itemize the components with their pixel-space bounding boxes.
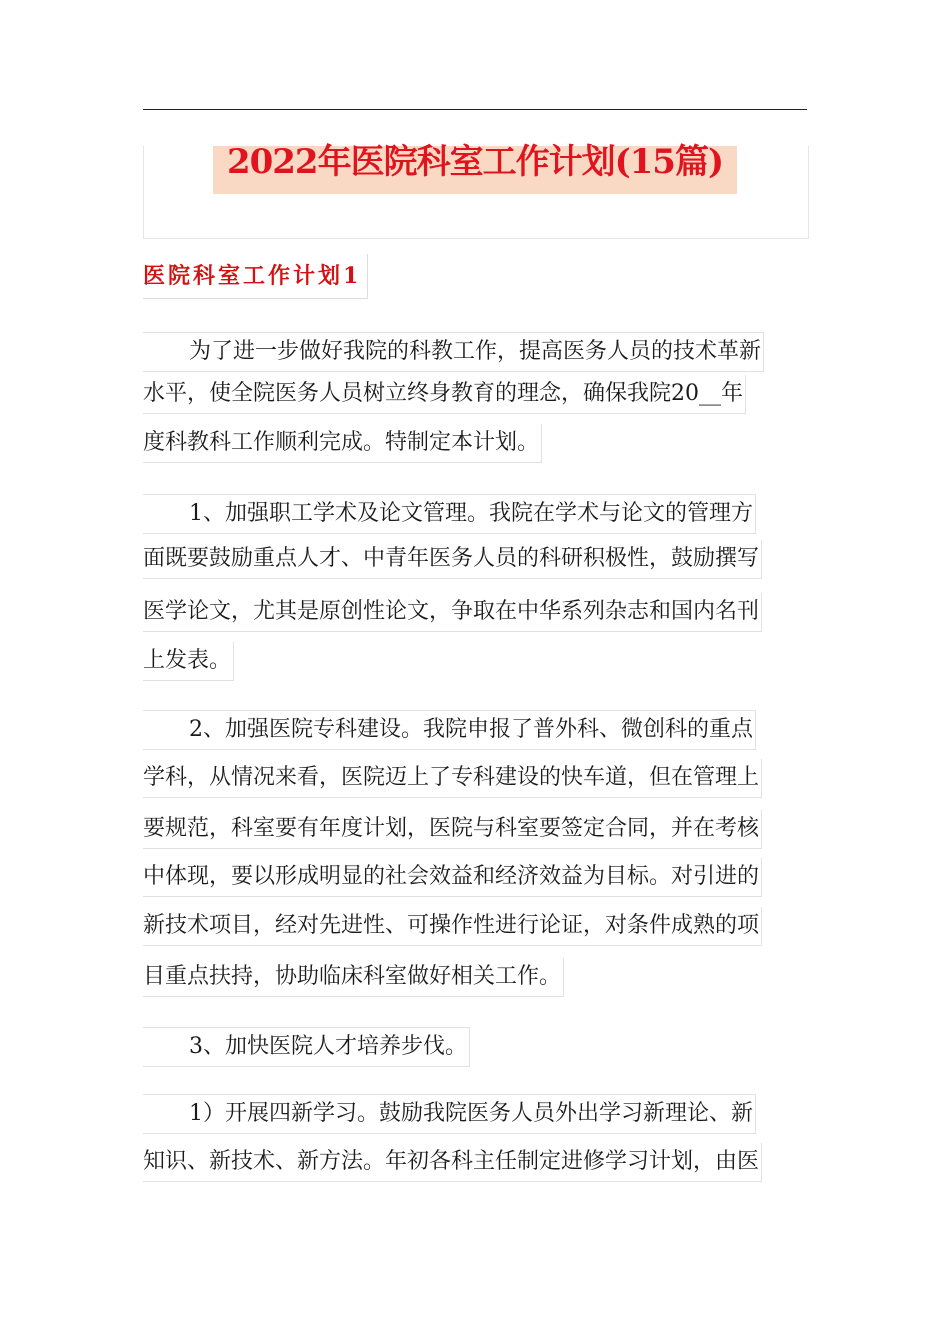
text-line: 目重点扶持，协助临床科室做好相关工作。	[143, 958, 564, 997]
text-line: 面既要鼓励重点人才、中青年医务人员的科研积极性，鼓励撰写	[143, 540, 762, 579]
text-line: 3、加快医院人才培养步伐。	[143, 1027, 470, 1067]
text-line: 1）开展四新学习。鼓励我院医务人员外出学习新理论、新	[143, 1094, 756, 1134]
text-line: 度科教科工作顺利完成。特制定本计划。	[143, 424, 542, 463]
text-line: 要规范，科室要有年度计划，医院与科室要签定合同，并在考核	[143, 810, 762, 849]
text-line: 医学论文，尤其是原创性论文，争取在中华系列杂志和国内名刊	[143, 593, 762, 632]
text-line: 1、加强职工学术及论文管理。我院在学术与论文的管理方	[143, 494, 756, 534]
text-line: 水平，使全院医务人员树立终身教育的理念，确保我院20__年	[143, 375, 746, 414]
text-line: 学科，从情况来看，医院迈上了专科建设的快车道，但在管理上	[143, 759, 762, 798]
text-line: 中体现，要以形成明显的社会效益和经济效益为目标。对引进的	[143, 858, 762, 897]
header-rule	[143, 109, 807, 110]
text-line: 上发表。	[143, 642, 234, 681]
document-title: 2022年医院科室工作计划(15篇)	[226, 142, 724, 182]
text-line: 2、加强医院专科建设。我院申报了普外科、微创科的重点	[143, 710, 756, 750]
text-line: 知识、新技术、新方法。年初各科主任制定进修学习计划，由医	[143, 1143, 762, 1182]
text-line: 新技术项目，经对先进性、可操作性进行论证，对条件成熟的项	[143, 907, 762, 946]
section-heading: 医院科室工作计划1	[143, 254, 368, 299]
text-line: 为了进一步做好我院的科教工作，提高医务人员的技术革新	[143, 332, 764, 372]
